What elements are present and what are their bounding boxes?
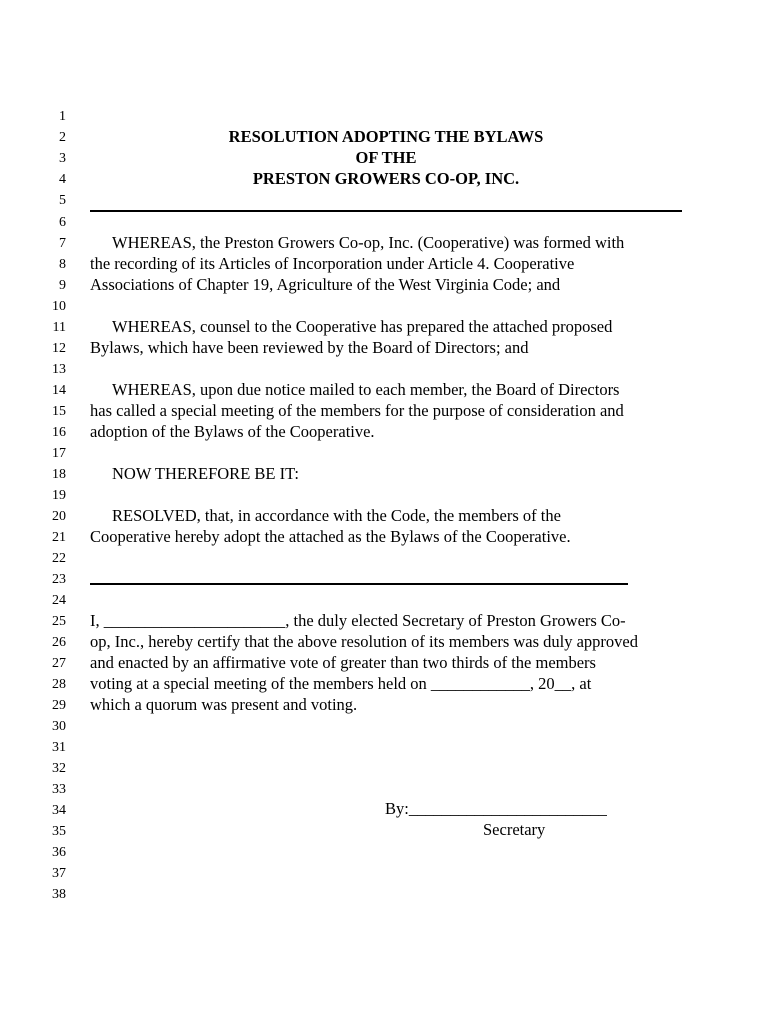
line-number: 5 (59, 193, 66, 208)
line-number: 30 (52, 719, 66, 734)
certification-line: voting at a special meeting of the members held on ____________, 20__, at (90, 674, 592, 693)
line-number: 12 (52, 341, 66, 356)
line-number: 27 (52, 656, 66, 671)
line-number: 9 (59, 278, 66, 293)
signature-title: Secretary (483, 820, 546, 839)
line-number: 33 (52, 782, 66, 797)
line-number: 31 (52, 740, 66, 755)
section-divider (90, 583, 628, 585)
line-number: 11 (52, 320, 66, 335)
title-line-3: PRESTON GROWERS CO-OP, INC. (252, 169, 520, 188)
whereas-2-line: Bylaws, which have been reviewed by the Board of Directors; and (90, 338, 529, 357)
line-number: 1 (59, 109, 66, 124)
line-number: 34 (52, 803, 66, 818)
line-number: 21 (52, 530, 66, 545)
title-line-1: RESOLUTION ADOPTING THE BYLAWS (228, 127, 544, 146)
line-number: 15 (52, 404, 66, 419)
line-number: 19 (52, 488, 66, 503)
line-number: 25 (52, 614, 66, 629)
line-number: 10 (52, 299, 66, 314)
line-number: 7 (59, 236, 66, 251)
line-number: 14 (52, 383, 66, 398)
line-number: 3 (59, 151, 66, 166)
line-number: 8 (59, 257, 66, 272)
now-therefore-line: NOW THEREFORE BE IT: (112, 464, 299, 483)
line-number: 4 (59, 172, 66, 187)
certification-line: I, ______________________, the duly elected Secretary of Preston Growers Co- (90, 611, 626, 630)
certification-line: and enacted by an affirmative vote of greater than two thirds of the members (90, 653, 596, 672)
line-number: 29 (52, 698, 66, 713)
title-line-2: OF THE (355, 148, 417, 167)
title-divider (90, 210, 682, 212)
line-number: 16 (52, 425, 66, 440)
line-number: 36 (52, 845, 66, 860)
line-number: 28 (52, 677, 66, 692)
line-number: 24 (52, 593, 66, 608)
line-number: 13 (52, 362, 66, 377)
whereas-1-line: the recording of its Articles of Incorporation under Article 4. Cooperative (90, 254, 575, 273)
resolved-line: RESOLVED, that, in accordance with the Code, the members of the (112, 506, 561, 525)
line-number: 17 (52, 446, 66, 461)
line-number: 20 (52, 509, 66, 524)
line-number: 32 (52, 761, 66, 776)
line-number: 6 (59, 215, 66, 230)
line-number: 35 (52, 824, 66, 839)
line-number: 2 (59, 130, 66, 145)
signature-by-line: By:________________________ (385, 799, 607, 818)
line-number: 38 (52, 887, 66, 902)
whereas-2-line: WHEREAS, counsel to the Cooperative has prepared the attached proposed (112, 317, 613, 336)
certification-line: op, Inc., hereby certify that the above resolution of its members was duly approved (90, 632, 639, 651)
line-number: 26 (52, 635, 66, 650)
whereas-3-line: has called a special meeting of the members for the purpose of consideration and (90, 401, 624, 420)
line-number: 37 (52, 866, 66, 881)
line-number: 23 (52, 572, 66, 587)
whereas-3-line: adoption of the Bylaws of the Cooperative. (90, 422, 375, 441)
whereas-1-line: WHEREAS, the Preston Growers Co-op, Inc. (Cooperative) was formed with (112, 233, 625, 252)
whereas-3-line: WHEREAS, upon due notice mailed to each member, the Board of Directors (112, 380, 620, 399)
line-number: 18 (52, 467, 66, 482)
whereas-1-line: Associations of Chapter 19, Agriculture of the West Virginia Code; and (90, 275, 561, 294)
resolved-line: Cooperative hereby adopt the attached as the Bylaws of the Cooperative. (90, 527, 571, 546)
certification-line: which a quorum was present and voting. (90, 695, 358, 714)
line-number: 22 (52, 551, 66, 566)
